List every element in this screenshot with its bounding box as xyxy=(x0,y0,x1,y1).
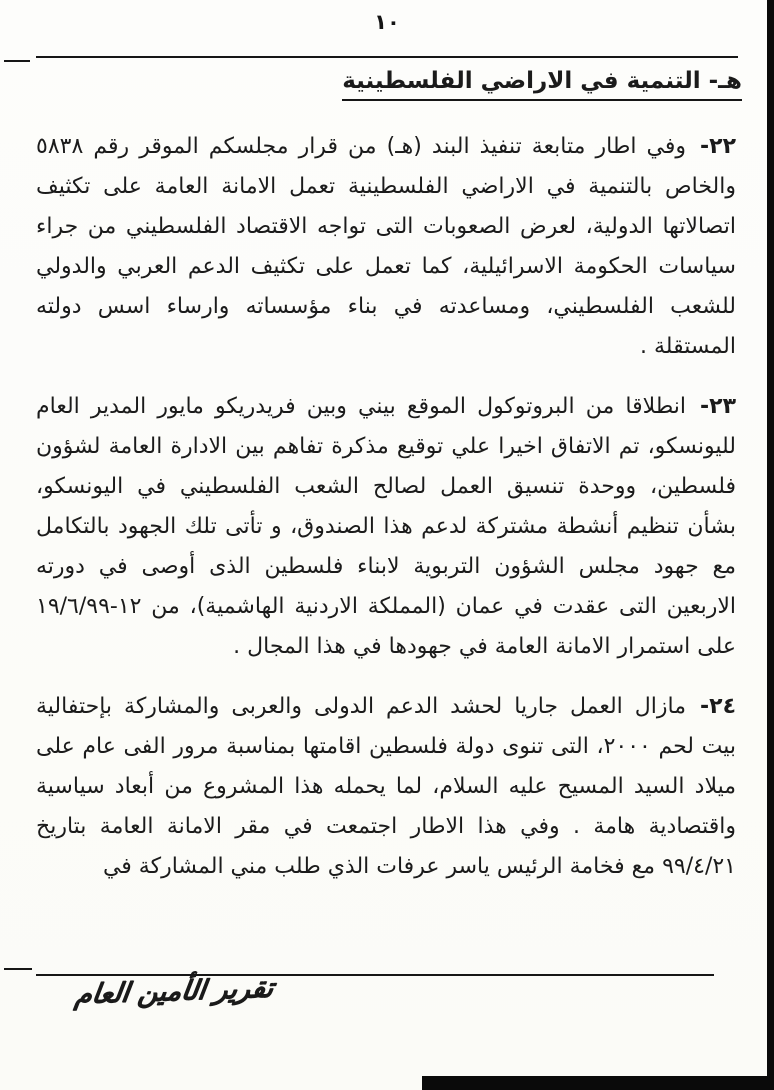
paragraph-text: مازال العمل جاريا لحشد الدعم الدولى والعربى والمشاركة بإحتفالية بيت لحم ٢٠٠٠، التى تنوى دولة فلسطين اقامتها بمناسبة مرور الفى عام على ميلاد السيد المسيح عليه السلام، لما يحمله هذا المشروع من أبعاد سياسية واقتصادية هامة . وفي هذا الاطار اجتمعت في مقر الامانة العامة بتاريخ ٩٩/٤/٢١ مع فخامة الرئيس ياسر عرفات الذي طلب مني المشاركة في xyxy=(36,694,736,879)
paragraph xyxy=(36,127,736,367)
scan-artifact-right-edge xyxy=(767,0,774,1090)
paragraph xyxy=(36,387,736,667)
section-heading: هـ- التنمية في الاراضي الفلسطينية xyxy=(342,68,742,101)
paragraph-number: ٢٢- xyxy=(700,134,736,159)
paragraph-text: انطلاقا من البروتوكول الموقع بيني وبين فريدريكو مايور المدير العام لليونسكو، تم الاتفاق اخيرا علي توقيع مذكرة تفاهم بين الادارة العامة لشؤون فلسطين، ووحدة تنسيق العمل لصالح الشعب الفلسطيني في اليونسكو، بشأن تنظيم أنشطة مشتركة لدعم هذا الصندوق، و تأتى تلك الجهود بالتكامل مع جهود مجلس الشؤون التربوية لابناء فلسطين الذى أوصى في دورته الاربعين التى عقدت في عمان (المملكة الاردنية الهاشمية)، من ١٢-١٩/٦/٩٩ على استمرار الامانة العامة في جهودها في هذا المجال . xyxy=(36,394,736,659)
paragraph-number: ٢٤- xyxy=(700,694,736,719)
top-divider xyxy=(36,56,738,58)
bottom-divider-left-segment xyxy=(4,968,32,970)
paragraph-text: وفي اطار متابعة تنفيذ البند (هـ) من قرار مجلسكم الموقر رقم ٥٨٣٨ والخاص بالتنمية في الاراضي الفلسطينية تعمل الامانة العامة على تكثيف اتصالاتها الدولية، لعرض الصعوبات التى تواجه الاقتصاد الفلسطيني من جراء سياسات الحكومة الاسرائيلية، كما تعمل على تكثيف الدعم العربي والدولي للشعب الفلسطيني، ومساعدته في بناء مؤسساته وارساء اسس دولته المستقلة . xyxy=(36,134,736,359)
signature-handwriting: تقرير الأمين العام xyxy=(72,972,276,1011)
paragraph xyxy=(36,687,736,887)
scan-artifact-bottom-edge xyxy=(422,1076,774,1090)
page-number: ١٠ xyxy=(374,10,400,34)
paragraph-number: ٢٣- xyxy=(700,394,736,419)
section-heading-wrap xyxy=(0,68,742,101)
bottom-divider xyxy=(36,974,714,976)
document-body xyxy=(36,127,736,887)
top-divider-left-segment xyxy=(4,60,30,62)
